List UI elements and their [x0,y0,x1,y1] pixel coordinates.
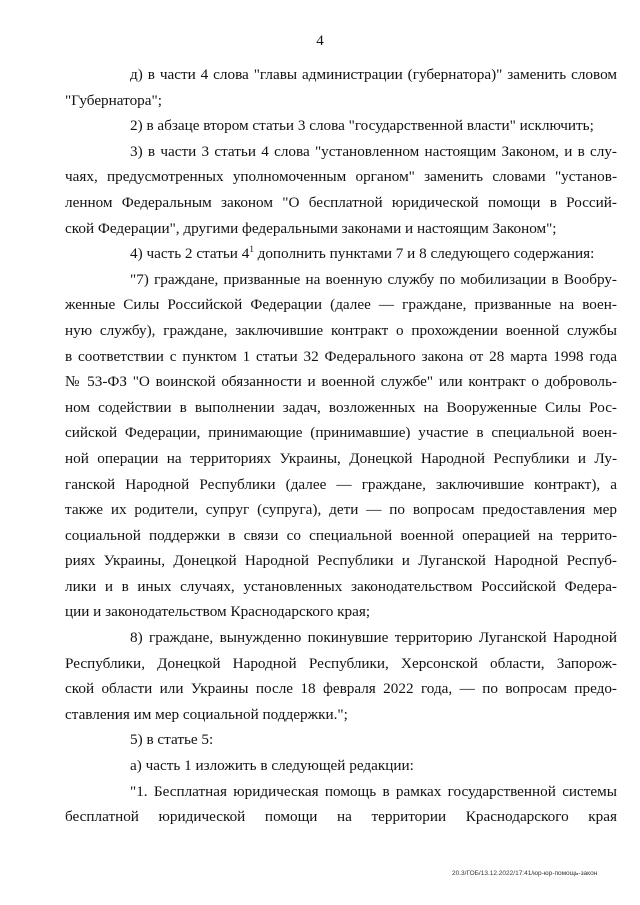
text-line: бесплатной юридической помощи на территории Краснодарского края [65,808,617,826]
text-line-with-superscript [65,241,617,267]
text-line: лики и в иных случаях, установленных законодательством Российской Федера- [65,577,617,595]
text-line: в соответствии с пунктом 1 статьи 32 Федерального закона от 28 марта 1998 года [65,347,617,365]
text-line: ном содействии в выполнении задач, возложенных на Вооруженные Силы Рос- [65,398,617,416]
text-line: № 53-ФЗ "О воинской обязанности и военной службе" или контракт о доброволь- [65,373,617,391]
page-number: 4 [316,33,324,49]
text-line: ской области или Украины после 18 февраля 2022 года, — по вопросам предо- [65,680,617,698]
text-fragment: 4) часть 2 статьи 4 [130,245,250,263]
text-line: ной операции на территориях Украины, Донецкой Народной Республики и Лу- [65,449,617,467]
text-line: чаях, предусмотренных уполномоченным органом" заменить словами "установ- [65,168,617,186]
text-line: 2) в абзаце втором статьи 3 слова "государственной власти" исключить; [130,117,594,135]
text-line: ции и законодательством Краснодарского края; [65,603,371,621]
text-line: сийской Федерации, принимающие (принимавшие) участие в специальной воен- [65,424,617,442]
text-line: 3) в части 3 статьи 4 слова "установленном настоящим Законом, и в слу- [130,142,617,160]
text-line: 8) граждане, вынужденно покинувшие территорию Луганской Народной [130,629,617,647]
document-body [65,62,617,830]
text-line: а) часть 1 изложить в следующей редакции: [130,757,414,775]
text-line: ской Федерации", другими федеральными законами и настоящим Законом"; [65,219,557,237]
text-line: "Губернатора"; [65,91,162,109]
text-fragment: дополнить пунктами 7 и 8 следующего содержания: [253,245,595,263]
text-line: 5) в статье 5: [130,731,214,749]
text-line: д) в части 4 слова "главы администрации (губернатора)" заменить словом [130,66,617,83]
text-line: ставления им мер социальной поддержки."; [65,705,348,723]
footer-file-reference: 20.3/ГОБ/13.12.2022/17:41/юр-юр-помощь-закон [452,870,598,877]
text-line: "7) граждане, призванные на военную службу по мобилизации в Вообру- [130,270,617,288]
text-line: также их родители, супруг (супруга), дети — по вопросам предоставления мер [65,501,617,519]
text-line: ленном Федеральным законом "О бесплатной юридической помощи в Россий- [65,193,617,211]
text-line: Республики, Донецкой Народной Республики, Херсонской области, Запорож- [65,654,617,672]
text-line: "1. Бесплатная юридическая помощь в рамках государственной системы [130,782,617,800]
text-line: социальной поддержки в связи со специальной военной операцией на террито- [65,526,617,544]
superscript: 1 [249,244,254,255]
text-line: ганской Народной Республики (далее — граждане, заключившие контракт), а [65,475,617,493]
text-line: риях Украины, Донецкой Народной Республики и Луганской Народной Респуб- [65,552,617,570]
text-line: ную службу), граждане, заключившие контракт о прохождении военной службы [65,321,617,339]
text-line: женные Силы Российской Федерации (далее — граждане, призванные на воен- [65,296,617,314]
